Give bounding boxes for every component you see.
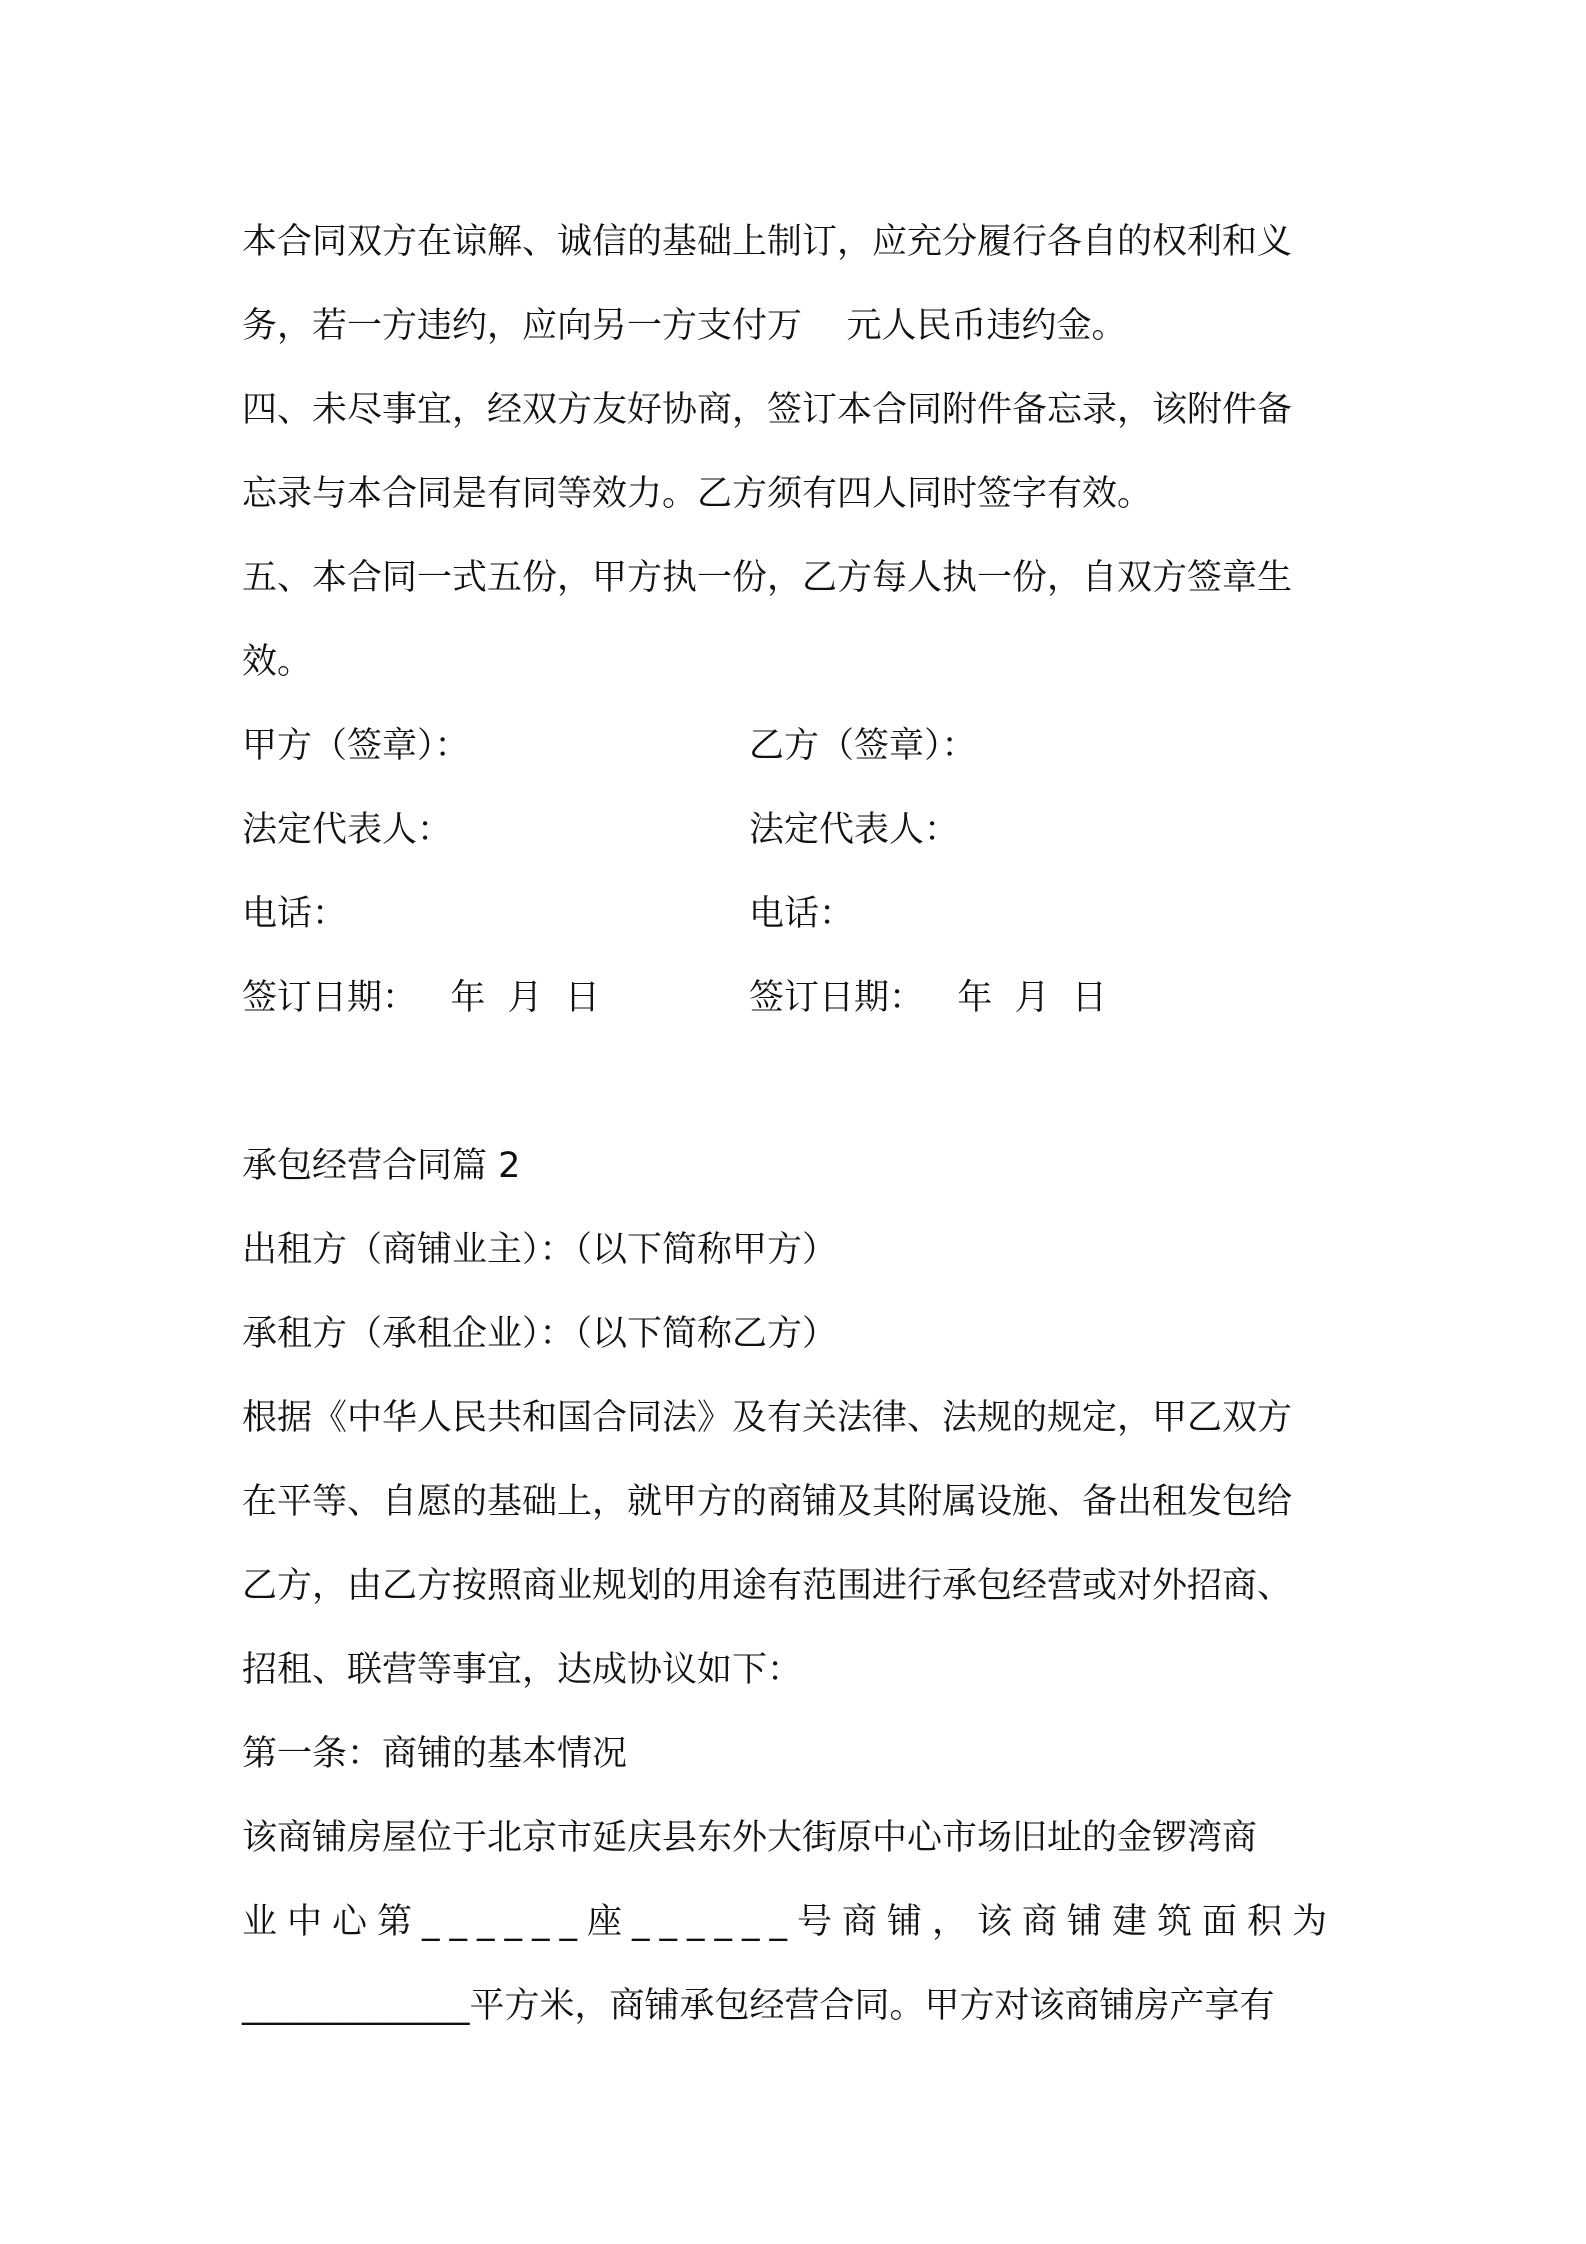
section-heading: 承包经营合同篇 2 [242, 1146, 521, 1186]
paragraph-line-justified: 业中心第______座______号商铺，该商铺建筑面积为 [242, 1902, 1338, 1942]
signature-row-phone [242, 872, 1357, 956]
party-a-representative-label: 法定代表人： [242, 810, 453, 850]
paragraph-line: 五、本合同一式五份，甲方执一份，乙方每人执一份，自双方签章生 [242, 558, 1293, 598]
party-b-seal-label: 乙方（签章）： [749, 726, 977, 766]
paragraph-line: 本合同双方在谅解、诚信的基础上制订，应充分履行各自的权利和义 [242, 222, 1293, 262]
paragraph-line: 忘录与本合同是有同等效力。乙方须有四人同时签字有效。 [242, 474, 1153, 514]
paragraph-line: 招租、联营等事宜，达成协议如下： [242, 1650, 803, 1690]
paragraph-line: 该商铺房屋位于北京市延庆县东外大街原中心市场旧址的金锣湾商 [242, 1818, 1258, 1858]
party-b-representative-label: 法定代表人： [749, 810, 960, 850]
party-a-seal-label: 甲方（签章）： [242, 726, 470, 766]
paragraph-line: 务，若一方违约，应向另一方支付万 元人民币违约金。 [242, 306, 1127, 346]
paragraph-line: 效。 [242, 642, 313, 682]
signature-row-seal [242, 704, 1357, 788]
signature-row-date [242, 956, 1357, 1040]
section-spacer [242, 1040, 1357, 1124]
lessor-line: 出租方（商铺业主）：（以下简称甲方） [242, 1230, 838, 1270]
document-page [242, 200, 1357, 2048]
paragraph-line: 在平等、自愿的基础上，就甲方的商铺及其附属设施、备出租发包给 [242, 1482, 1293, 1522]
party-b-phone-label: 电话： [749, 894, 855, 934]
paragraph-line: 乙方，由乙方按照商业规划的用途有范围进行承包经营或对外招商、 [242, 1566, 1293, 1606]
paragraph-line: _____________平方米，商铺承包经营合同。甲方对该商铺房产享有 [242, 1986, 1275, 2026]
party-a-phone-label: 电话： [242, 894, 348, 934]
party-b-date-label: 签订日期： 年 月 日 [749, 978, 1107, 1018]
signature-row-representative [242, 788, 1357, 872]
paragraph-line: 四、未尽事宜，经双方友好协商，签订本合同附件备忘录，该附件备 [242, 390, 1293, 430]
article-title: 第一条：商铺的基本情况 [242, 1734, 628, 1774]
lessee-line: 承租方（承租企业）：（以下简称乙方） [242, 1314, 838, 1354]
party-a-date-label: 签订日期： 年 月 日 [242, 978, 600, 1018]
paragraph-line: 根据《中华人民共和国合同法》及有关法律、法规的规定，甲乙双方 [242, 1398, 1293, 1438]
